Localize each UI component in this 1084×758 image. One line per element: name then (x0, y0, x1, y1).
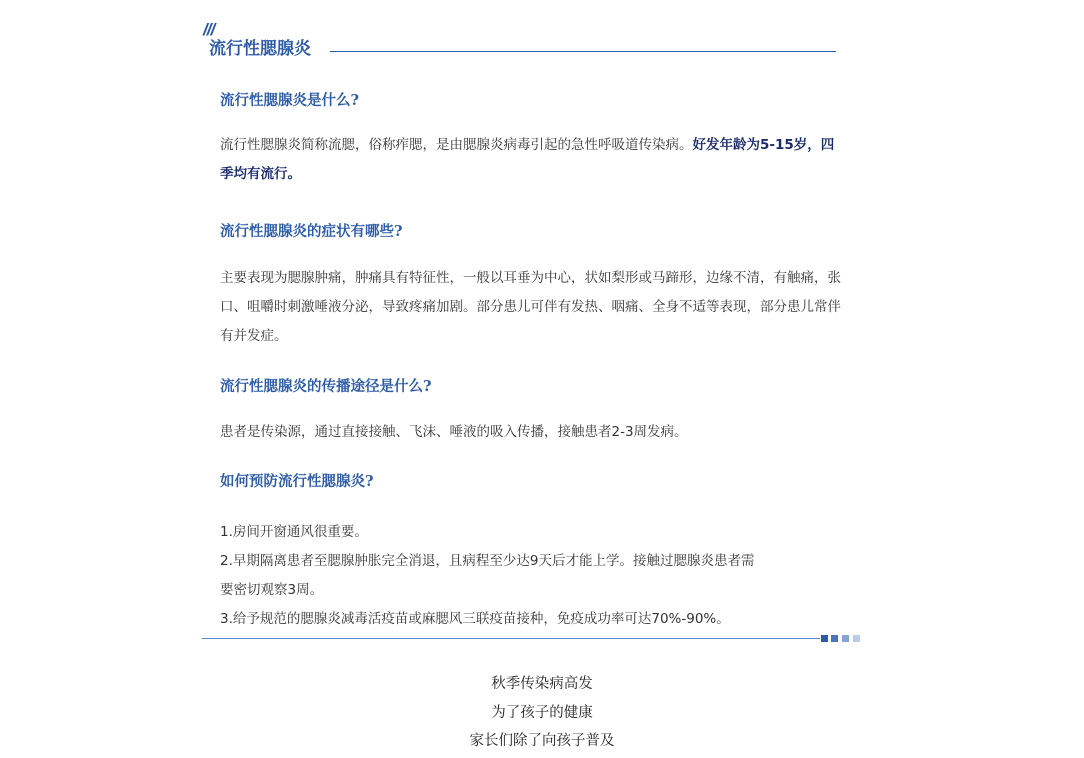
footer-text (0, 670, 1084, 756)
footer-line-2: 为了孩子的健康 (491, 704, 593, 721)
footer-line-1: 秋季传染病高发 (491, 676, 593, 692)
decor-square-1 (821, 635, 828, 642)
answer-paragraph-3: 患者是传染源，通过直接接触、飞沫、唾液的吸入传播，接触患者2-3周发病。 (220, 424, 688, 440)
question-heading-2: 流行性腮腺炎的症状有哪些? (220, 223, 403, 240)
decor-square-4 (853, 635, 860, 642)
page-title: 流行性腮腺炎 (209, 39, 311, 59)
question-heading-3: 流行性腮腺炎的传播途径是什么? (220, 378, 432, 395)
footer-line-3: 家长们除了向孩子普及 (469, 733, 615, 749)
prevention-item-1: 1.房间开窗通风很重要。 (220, 524, 368, 540)
answer-paragraph-2: 主要表现为腮腺肿痛，肿痛具有特征性，一般以耳垂为中心，状如梨形或马蹄形，边缘不清，有触痛，张口、咀嚼时刺激唾液分泌，导致疼痛加剧。部分患儿可伴有发热、咽痛、全身不适等表现，部分患儿常伴有并发症。 (220, 270, 841, 344)
prevention-item-2-cont: 要密切观察3周。 (220, 582, 324, 598)
slash-decoration: /// (203, 20, 215, 39)
section-header (203, 20, 843, 60)
prevention-item-2: 2.早期隔离患者至腮腺肿胀完全消退，且病程至少达9天后才能上学。接触过腮腺炎患者需 (220, 553, 755, 569)
prevention-item-3: 3.给予规范的腮腺炎减毒活疫苗或麻腮风三联疫苗接种，免疫成功率可达70%-90%。 (220, 611, 730, 627)
decor-square-3 (842, 635, 849, 642)
answer-1-highlight: 好发年龄为5-15岁，四季均有流行。 (220, 137, 835, 182)
decor-square-2 (831, 635, 838, 642)
question-heading-4: 如何预防流行性腮腺炎? (220, 473, 374, 490)
answer-paragraph-1 (220, 131, 845, 189)
answer-1-text: 流行性腮腺炎简称流腮，俗称痄腮，是由腮腺炎病毒引起的急性呼吸道传染病。 (220, 137, 693, 153)
question-heading-1: 流行性腮腺炎是什么? (220, 92, 359, 109)
bottom-divider (202, 638, 820, 639)
title-underline (330, 51, 836, 52)
